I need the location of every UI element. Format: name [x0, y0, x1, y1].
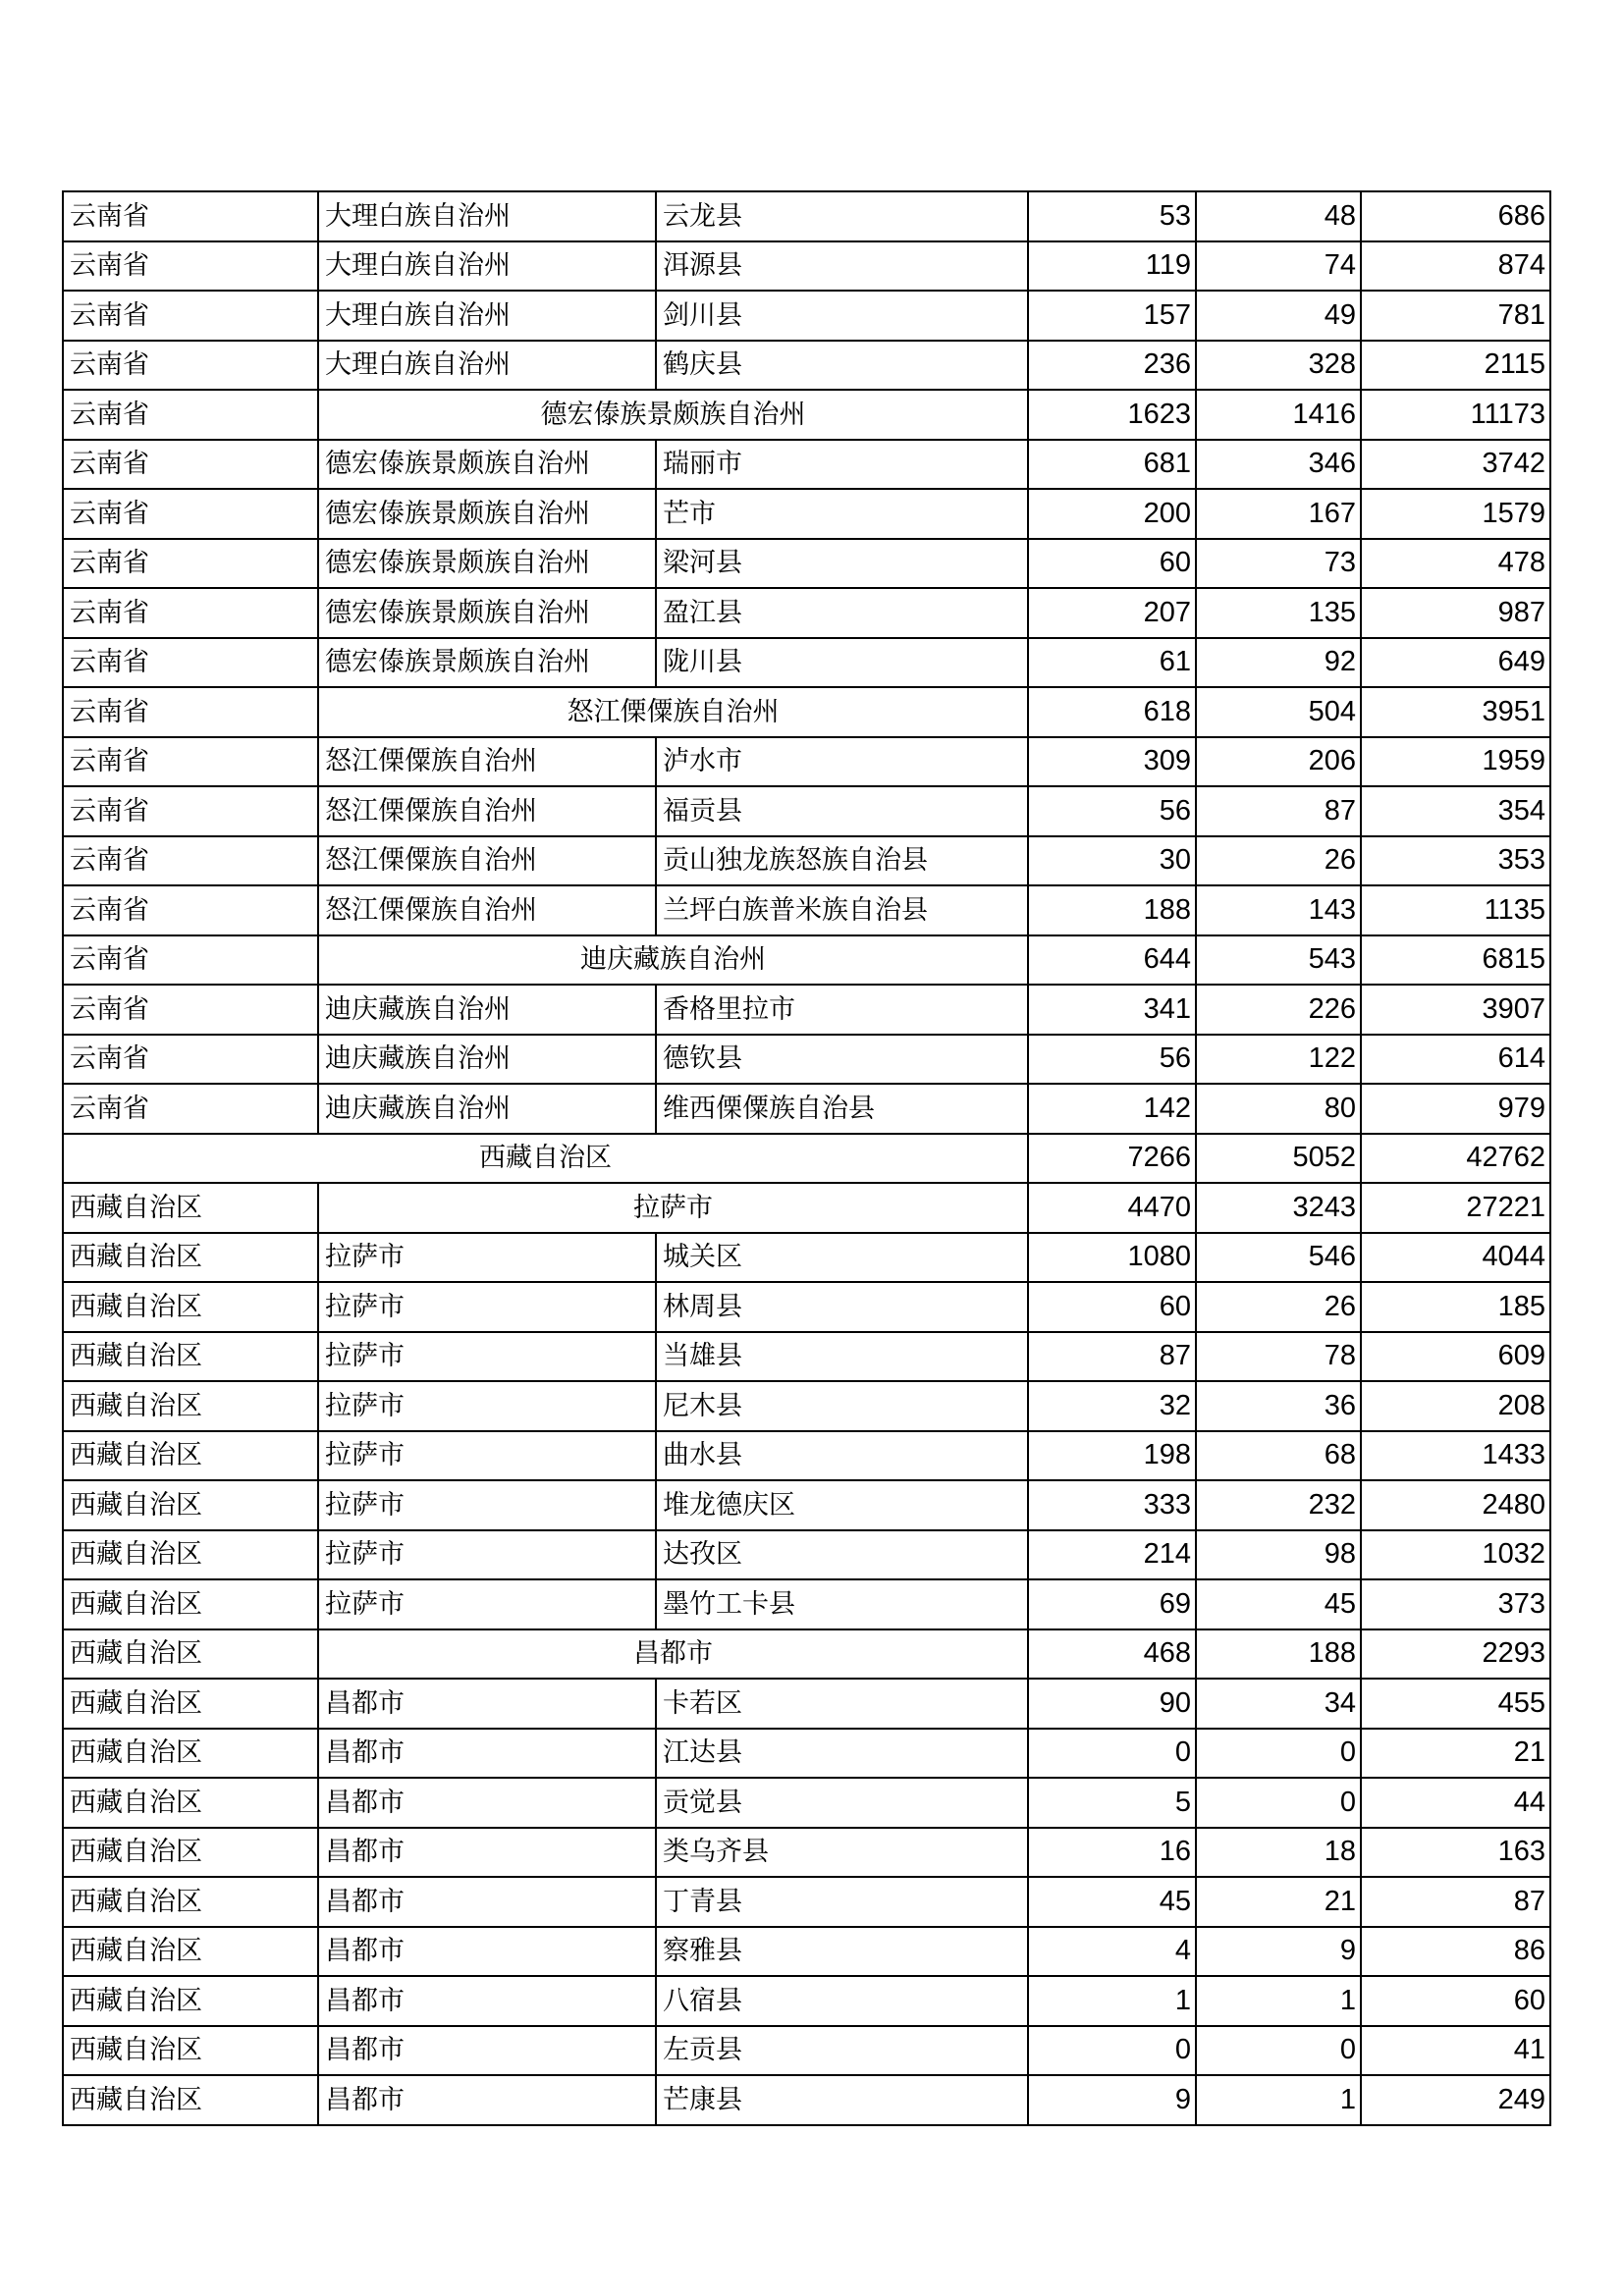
value-3-cell: 86	[1361, 1927, 1550, 1977]
value-1-cell: 468	[1028, 1629, 1196, 1680]
value-1-cell: 1080	[1028, 1233, 1196, 1283]
value-2-cell: 34	[1196, 1679, 1361, 1729]
value-3-cell: 249	[1361, 2075, 1550, 2125]
value-1-cell: 681	[1028, 440, 1196, 490]
value-2-cell: 36	[1196, 1381, 1361, 1431]
value-3-cell: 3951	[1361, 687, 1550, 737]
value-3-cell: 163	[1361, 1828, 1550, 1878]
value-2-cell: 21	[1196, 1877, 1361, 1927]
value-1-cell: 87	[1028, 1332, 1196, 1382]
county-cell: 剑川县	[656, 291, 1028, 341]
value-2-cell: 26	[1196, 1282, 1361, 1332]
value-2-cell: 188	[1196, 1629, 1361, 1680]
value-3-cell: 987	[1361, 588, 1550, 638]
prefecture-cell: 迪庆藏族自治州	[318, 985, 656, 1035]
value-1-cell: 5	[1028, 1778, 1196, 1828]
county-cell: 类乌齐县	[656, 1828, 1028, 1878]
province-cell: 云南省	[63, 786, 318, 836]
value-3-cell: 1959	[1361, 737, 1550, 787]
prefecture-cell: 拉萨市	[318, 1480, 656, 1530]
value-2-cell: 49	[1196, 291, 1361, 341]
county-cell: 云龙县	[656, 191, 1028, 241]
value-3-cell: 1032	[1361, 1530, 1550, 1580]
province-cell: 云南省	[63, 836, 318, 886]
value-3-cell: 2115	[1361, 341, 1550, 391]
county-cell: 卡若区	[656, 1679, 1028, 1729]
province-cell: 云南省	[63, 935, 318, 986]
value-1-cell: 60	[1028, 1282, 1196, 1332]
county-cell: 曲水县	[656, 1431, 1028, 1481]
county-cell: 尼木县	[656, 1381, 1028, 1431]
province-cell: 云南省	[63, 1084, 318, 1134]
province-cell: 西藏自治区	[63, 1480, 318, 1530]
prefecture-cell: 拉萨市	[318, 1332, 656, 1382]
county-cell: 八宿县	[656, 1976, 1028, 2026]
table-row	[63, 885, 1550, 935]
province-cell: 云南省	[63, 241, 318, 292]
value-2-cell: 98	[1196, 1530, 1361, 1580]
table-row	[63, 1729, 1550, 1779]
value-1-cell: 236	[1028, 341, 1196, 391]
value-2-cell: 92	[1196, 638, 1361, 688]
table-row	[63, 1431, 1550, 1481]
value-1-cell: 53	[1028, 191, 1196, 241]
table-row	[63, 1877, 1550, 1927]
value-2-cell: 346	[1196, 440, 1361, 490]
province-cell: 西藏自治区	[63, 1629, 318, 1680]
value-1-cell: 341	[1028, 985, 1196, 1035]
table-row	[63, 1282, 1550, 1332]
table-row	[63, 786, 1550, 836]
value-2-cell: 78	[1196, 1332, 1361, 1382]
table-row	[63, 1778, 1550, 1828]
county-cell: 墨竹工卡县	[656, 1579, 1028, 1629]
province-cell: 西藏自治区	[63, 1927, 318, 1977]
prefecture-total-cell: 拉萨市	[318, 1183, 1028, 1233]
value-1-cell: 198	[1028, 1431, 1196, 1481]
value-2-cell: 543	[1196, 935, 1361, 986]
value-2-cell: 143	[1196, 885, 1361, 935]
value-1-cell: 30	[1028, 836, 1196, 886]
province-cell: 西藏自治区	[63, 1579, 318, 1629]
table-row	[63, 1233, 1550, 1283]
value-3-cell: 3742	[1361, 440, 1550, 490]
county-cell: 察雅县	[656, 1927, 1028, 1977]
value-2-cell: 26	[1196, 836, 1361, 886]
province-cell: 云南省	[63, 885, 318, 935]
prefecture-cell: 拉萨市	[318, 1233, 656, 1283]
value-1-cell: 119	[1028, 241, 1196, 292]
value-3-cell: 87	[1361, 1877, 1550, 1927]
value-1-cell: 4	[1028, 1927, 1196, 1977]
table-row	[63, 1679, 1550, 1729]
value-2-cell: 226	[1196, 985, 1361, 1035]
value-3-cell: 60	[1361, 1976, 1550, 2026]
table-row	[63, 191, 1550, 241]
table-row	[63, 1381, 1550, 1431]
value-1-cell: 644	[1028, 935, 1196, 986]
prefecture-cell: 大理白族自治州	[318, 341, 656, 391]
province-cell: 云南省	[63, 539, 318, 589]
prefecture-cell: 德宏傣族景颇族自治州	[318, 539, 656, 589]
prefecture-cell: 德宏傣族景颇族自治州	[318, 489, 656, 539]
province-cell: 云南省	[63, 390, 318, 440]
value-2-cell: 122	[1196, 1035, 1361, 1085]
value-1-cell: 7266	[1028, 1134, 1196, 1184]
county-cell: 兰坪白族普米族自治县	[656, 885, 1028, 935]
province-cell: 西藏自治区	[63, 2075, 318, 2125]
province-cell: 西藏自治区	[63, 1183, 318, 1233]
county-cell: 贡山独龙族怒族自治县	[656, 836, 1028, 886]
value-1-cell: 214	[1028, 1530, 1196, 1580]
county-cell: 丁青县	[656, 1877, 1028, 1927]
table-row	[63, 638, 1550, 688]
value-2-cell: 0	[1196, 1729, 1361, 1779]
value-3-cell: 478	[1361, 539, 1550, 589]
province-cell: 西藏自治区	[63, 1729, 318, 1779]
value-2-cell: 0	[1196, 2026, 1361, 2076]
prefecture-cell: 迪庆藏族自治州	[318, 1084, 656, 1134]
table-row	[63, 687, 1550, 737]
province-cell: 西藏自治区	[63, 1778, 318, 1828]
county-cell: 鹤庆县	[656, 341, 1028, 391]
table-row	[63, 1035, 1550, 1085]
province-total-cell: 西藏自治区	[63, 1134, 1028, 1184]
value-1-cell: 16	[1028, 1828, 1196, 1878]
value-2-cell: 3243	[1196, 1183, 1361, 1233]
county-cell: 瑞丽市	[656, 440, 1028, 490]
value-1-cell: 200	[1028, 489, 1196, 539]
county-cell: 城关区	[656, 1233, 1028, 1283]
county-cell: 芒市	[656, 489, 1028, 539]
prefecture-cell: 昌都市	[318, 1778, 656, 1828]
value-2-cell: 74	[1196, 241, 1361, 292]
county-cell: 泸水市	[656, 737, 1028, 787]
county-cell: 梁河县	[656, 539, 1028, 589]
prefecture-total-cell: 迪庆藏族自治州	[318, 935, 1028, 986]
province-cell: 云南省	[63, 588, 318, 638]
value-1-cell: 188	[1028, 885, 1196, 935]
value-3-cell: 41	[1361, 2026, 1550, 2076]
value-1-cell: 56	[1028, 1035, 1196, 1085]
value-1-cell: 9	[1028, 2075, 1196, 2125]
value-3-cell: 4044	[1361, 1233, 1550, 1283]
province-cell: 云南省	[63, 638, 318, 688]
county-cell: 江达县	[656, 1729, 1028, 1779]
value-3-cell: 208	[1361, 1381, 1550, 1431]
table-body	[63, 191, 1550, 2125]
value-1-cell: 309	[1028, 737, 1196, 787]
value-3-cell: 6815	[1361, 935, 1550, 986]
value-2-cell: 0	[1196, 1778, 1361, 1828]
table-row	[63, 985, 1550, 1035]
value-1-cell: 1	[1028, 1976, 1196, 2026]
value-3-cell: 649	[1361, 638, 1550, 688]
table-row	[63, 2075, 1550, 2125]
value-3-cell: 979	[1361, 1084, 1550, 1134]
table-row	[63, 489, 1550, 539]
value-1-cell: 1623	[1028, 390, 1196, 440]
province-cell: 西藏自治区	[63, 1431, 318, 1481]
table-row	[63, 1134, 1550, 1184]
table-row	[63, 1828, 1550, 1878]
value-2-cell: 1	[1196, 1976, 1361, 2026]
province-cell: 云南省	[63, 191, 318, 241]
table-row	[63, 390, 1550, 440]
value-2-cell: 1	[1196, 2075, 1361, 2125]
prefecture-cell: 怒江傈僳族自治州	[318, 836, 656, 886]
prefecture-cell: 怒江傈僳族自治州	[318, 786, 656, 836]
prefecture-cell: 迪庆藏族自治州	[318, 1035, 656, 1085]
value-1-cell: 32	[1028, 1381, 1196, 1431]
table-row	[63, 341, 1550, 391]
prefecture-cell: 拉萨市	[318, 1381, 656, 1431]
county-cell: 陇川县	[656, 638, 1028, 688]
value-3-cell: 42762	[1361, 1134, 1550, 1184]
value-1-cell: 69	[1028, 1579, 1196, 1629]
prefecture-cell: 德宏傣族景颇族自治州	[318, 440, 656, 490]
province-cell: 西藏自治区	[63, 1679, 318, 1729]
value-3-cell: 1135	[1361, 885, 1550, 935]
table-row	[63, 2026, 1550, 2076]
county-cell: 堆龙德庆区	[656, 1480, 1028, 1530]
table-row	[63, 1579, 1550, 1629]
value-3-cell: 185	[1361, 1282, 1550, 1332]
value-1-cell: 207	[1028, 588, 1196, 638]
table-row	[63, 241, 1550, 292]
table-row	[63, 539, 1550, 589]
prefecture-cell: 拉萨市	[318, 1530, 656, 1580]
province-cell: 云南省	[63, 291, 318, 341]
province-cell: 西藏自治区	[63, 1282, 318, 1332]
county-cell: 维西傈僳族自治县	[656, 1084, 1028, 1134]
province-cell: 西藏自治区	[63, 1332, 318, 1382]
prefecture-cell: 大理白族自治州	[318, 241, 656, 292]
county-cell: 贡觉县	[656, 1778, 1028, 1828]
value-2-cell: 206	[1196, 737, 1361, 787]
value-1-cell: 157	[1028, 291, 1196, 341]
value-2-cell: 48	[1196, 191, 1361, 241]
province-cell: 西藏自治区	[63, 1976, 318, 2026]
value-3-cell: 614	[1361, 1035, 1550, 1085]
prefecture-total-cell: 怒江傈僳族自治州	[318, 687, 1028, 737]
value-1-cell: 4470	[1028, 1183, 1196, 1233]
county-cell: 香格里拉市	[656, 985, 1028, 1035]
value-1-cell: 61	[1028, 638, 1196, 688]
province-cell: 西藏自治区	[63, 1381, 318, 1431]
province-cell: 西藏自治区	[63, 2026, 318, 2076]
prefecture-total-cell: 昌都市	[318, 1629, 1028, 1680]
prefecture-cell: 昌都市	[318, 1927, 656, 1977]
province-cell: 西藏自治区	[63, 1828, 318, 1878]
county-cell: 洱源县	[656, 241, 1028, 292]
table-row	[63, 588, 1550, 638]
prefecture-cell: 大理白族自治州	[318, 291, 656, 341]
table-row	[63, 1332, 1550, 1382]
value-2-cell: 5052	[1196, 1134, 1361, 1184]
value-2-cell: 328	[1196, 341, 1361, 391]
prefecture-cell: 昌都市	[318, 1828, 656, 1878]
table-row	[63, 1976, 1550, 2026]
value-3-cell: 353	[1361, 836, 1550, 886]
value-2-cell: 232	[1196, 1480, 1361, 1530]
value-2-cell: 80	[1196, 1084, 1361, 1134]
prefecture-cell: 昌都市	[318, 1877, 656, 1927]
county-cell: 福贡县	[656, 786, 1028, 836]
value-3-cell: 609	[1361, 1332, 1550, 1382]
value-3-cell: 2480	[1361, 1480, 1550, 1530]
prefecture-cell: 昌都市	[318, 1976, 656, 2026]
value-2-cell: 135	[1196, 588, 1361, 638]
table-row	[63, 1629, 1550, 1680]
value-2-cell: 504	[1196, 687, 1361, 737]
province-cell: 西藏自治区	[63, 1530, 318, 1580]
value-3-cell: 1579	[1361, 489, 1550, 539]
prefecture-cell: 怒江傈僳族自治州	[318, 885, 656, 935]
province-cell: 西藏自治区	[63, 1877, 318, 1927]
province-cell: 西藏自治区	[63, 1233, 318, 1283]
prefecture-cell: 德宏傣族景颇族自治州	[318, 588, 656, 638]
county-cell: 德钦县	[656, 1035, 1028, 1085]
value-3-cell: 455	[1361, 1679, 1550, 1729]
province-cell: 云南省	[63, 985, 318, 1035]
prefecture-cell: 拉萨市	[318, 1579, 656, 1629]
province-cell: 云南省	[63, 341, 318, 391]
prefecture-cell: 拉萨市	[318, 1431, 656, 1481]
value-2-cell: 546	[1196, 1233, 1361, 1283]
prefecture-cell: 德宏傣族景颇族自治州	[318, 638, 656, 688]
value-2-cell: 9	[1196, 1927, 1361, 1977]
prefecture-cell: 怒江傈僳族自治州	[318, 737, 656, 787]
data-table	[62, 190, 1551, 2126]
value-1-cell: 56	[1028, 786, 1196, 836]
table-row	[63, 1183, 1550, 1233]
table-row	[63, 737, 1550, 787]
table-row	[63, 935, 1550, 986]
table-row	[63, 440, 1550, 490]
province-cell: 云南省	[63, 1035, 318, 1085]
value-1-cell: 0	[1028, 2026, 1196, 2076]
value-3-cell: 3907	[1361, 985, 1550, 1035]
value-2-cell: 167	[1196, 489, 1361, 539]
county-cell: 盈江县	[656, 588, 1028, 638]
value-3-cell: 373	[1361, 1579, 1550, 1629]
prefecture-cell: 昌都市	[318, 1679, 656, 1729]
value-3-cell: 11173	[1361, 390, 1550, 440]
value-3-cell: 1433	[1361, 1431, 1550, 1481]
table-row	[63, 291, 1550, 341]
value-1-cell: 142	[1028, 1084, 1196, 1134]
table-row	[63, 1084, 1550, 1134]
value-1-cell: 0	[1028, 1729, 1196, 1779]
table-row	[63, 1480, 1550, 1530]
county-cell: 达孜区	[656, 1530, 1028, 1580]
prefecture-cell: 大理白族自治州	[318, 191, 656, 241]
value-2-cell: 68	[1196, 1431, 1361, 1481]
county-cell: 林周县	[656, 1282, 1028, 1332]
value-2-cell: 45	[1196, 1579, 1361, 1629]
value-2-cell: 18	[1196, 1828, 1361, 1878]
province-cell: 云南省	[63, 687, 318, 737]
value-2-cell: 1416	[1196, 390, 1361, 440]
value-1-cell: 333	[1028, 1480, 1196, 1530]
prefecture-cell: 昌都市	[318, 2026, 656, 2076]
county-cell: 左贡县	[656, 2026, 1028, 2076]
prefecture-cell: 昌都市	[318, 1729, 656, 1779]
county-cell: 当雄县	[656, 1332, 1028, 1382]
value-3-cell: 781	[1361, 291, 1550, 341]
value-1-cell: 60	[1028, 539, 1196, 589]
value-3-cell: 874	[1361, 241, 1550, 292]
value-2-cell: 73	[1196, 539, 1361, 589]
value-3-cell: 27221	[1361, 1183, 1550, 1233]
table-row	[63, 836, 1550, 886]
value-3-cell: 2293	[1361, 1629, 1550, 1680]
province-cell: 云南省	[63, 440, 318, 490]
value-3-cell: 354	[1361, 786, 1550, 836]
table-row	[63, 1530, 1550, 1580]
prefecture-total-cell: 德宏傣族景颇族自治州	[318, 390, 1028, 440]
value-2-cell: 87	[1196, 786, 1361, 836]
value-3-cell: 686	[1361, 191, 1550, 241]
prefecture-cell: 拉萨市	[318, 1282, 656, 1332]
value-3-cell: 44	[1361, 1778, 1550, 1828]
province-cell: 云南省	[63, 489, 318, 539]
value-1-cell: 618	[1028, 687, 1196, 737]
value-1-cell: 45	[1028, 1877, 1196, 1927]
county-cell: 芒康县	[656, 2075, 1028, 2125]
prefecture-cell: 昌都市	[318, 2075, 656, 2125]
table-row	[63, 1927, 1550, 1977]
province-cell: 云南省	[63, 737, 318, 787]
value-3-cell: 21	[1361, 1729, 1550, 1779]
value-1-cell: 90	[1028, 1679, 1196, 1729]
